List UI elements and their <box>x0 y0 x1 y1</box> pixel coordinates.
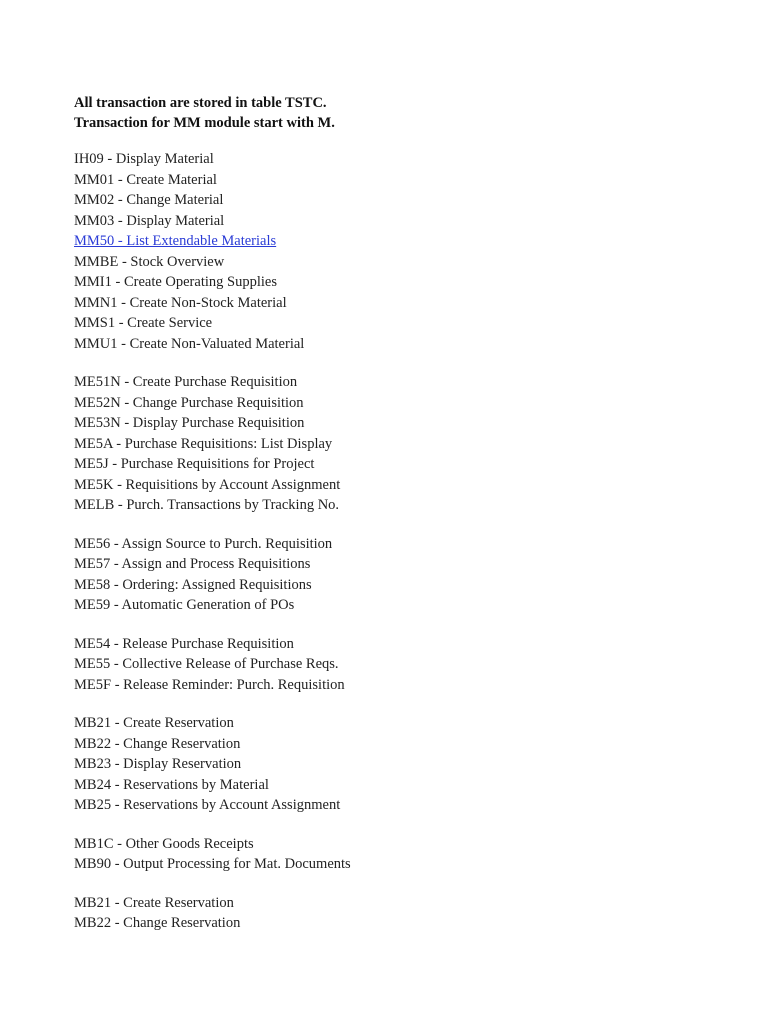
transaction-groups <box>74 149 734 934</box>
transaction-item: MB25 - Reservations by Account Assignment <box>74 797 341 813</box>
transaction-item: MM01 - Create Material <box>74 171 217 188</box>
transaction-item: ME5A - Purchase Requisitions: List Display <box>74 435 333 452</box>
transaction-item: MB24 - Reservations by Material <box>74 776 269 793</box>
transaction-item: ME5K - Requisitions by Account Assignment <box>74 476 341 493</box>
transaction-item: ME51N - Create Purchase Requisition <box>74 374 298 390</box>
transaction-item: ME59 - Automatic Generation of POs <box>74 597 295 613</box>
transaction-item: MB21 - Create Reservation <box>74 715 234 731</box>
transaction-item: ME54 - Release Purchase Requisition <box>74 635 294 652</box>
transaction-group <box>74 834 734 875</box>
transaction-item: ME52N - Change Purchase Requisition <box>74 394 304 411</box>
transaction-item: ME58 - Ordering: Assigned Requisitions <box>74 576 312 593</box>
transaction-item: MB22 - Change Reservation <box>74 915 241 931</box>
document-content <box>74 93 734 952</box>
transaction-item: MB1C - Other Goods Receipts <box>74 835 254 852</box>
transaction-item: MMS1 - Create Service <box>74 315 213 331</box>
transaction-item: MB23 - Display Reservation <box>74 756 242 772</box>
transaction-item: ME53N - Display Purchase Requisition <box>74 415 305 431</box>
transaction-group <box>74 634 734 696</box>
transaction-item: MM03 - Display Material <box>74 212 225 229</box>
transaction-item: ME57 - Assign and Process Requisitions <box>74 556 311 572</box>
transaction-item: MM02 - Change Material <box>74 192 224 208</box>
heading-line-2: Transaction for MM module start with M. <box>74 115 335 131</box>
transaction-link[interactable]: MM50 - List Extendable Materials <box>74 233 277 249</box>
heading-block <box>74 93 734 133</box>
transaction-item: ME56 - Assign Source to Purch. Requisition <box>74 535 333 552</box>
transaction-item: MB21 - Create Reservation <box>74 894 234 911</box>
transaction-item: MMN1 - Create Non-Stock Material <box>74 294 287 311</box>
transaction-item: ME5J - Purchase Requisitions for Project <box>74 456 315 472</box>
transaction-group <box>74 893 734 934</box>
transaction-item: ME55 - Collective Release of Purchase Reqs. <box>74 656 339 672</box>
transaction-item: MB22 - Change Reservation <box>74 735 241 752</box>
heading-line-1: All transaction are stored in table TSTC. <box>74 95 327 111</box>
transaction-group <box>74 713 734 816</box>
transaction-group <box>74 149 734 354</box>
transaction-group <box>74 372 734 516</box>
transaction-item: MELB - Purch. Transactions by Tracking No. <box>74 497 340 513</box>
transaction-item: MMBE - Stock Overview <box>74 253 225 270</box>
transaction-item: MB90 - Output Processing for Mat. Documents <box>74 856 351 872</box>
transaction-item: ME5F - Release Reminder: Purch. Requisition <box>74 676 345 693</box>
transaction-group <box>74 534 734 616</box>
transaction-item: MMU1 - Create Non-Valuated Material <box>74 335 305 352</box>
transaction-item: MMI1 - Create Operating Supplies <box>74 274 277 290</box>
transaction-item: IH09 - Display Material <box>74 151 214 167</box>
